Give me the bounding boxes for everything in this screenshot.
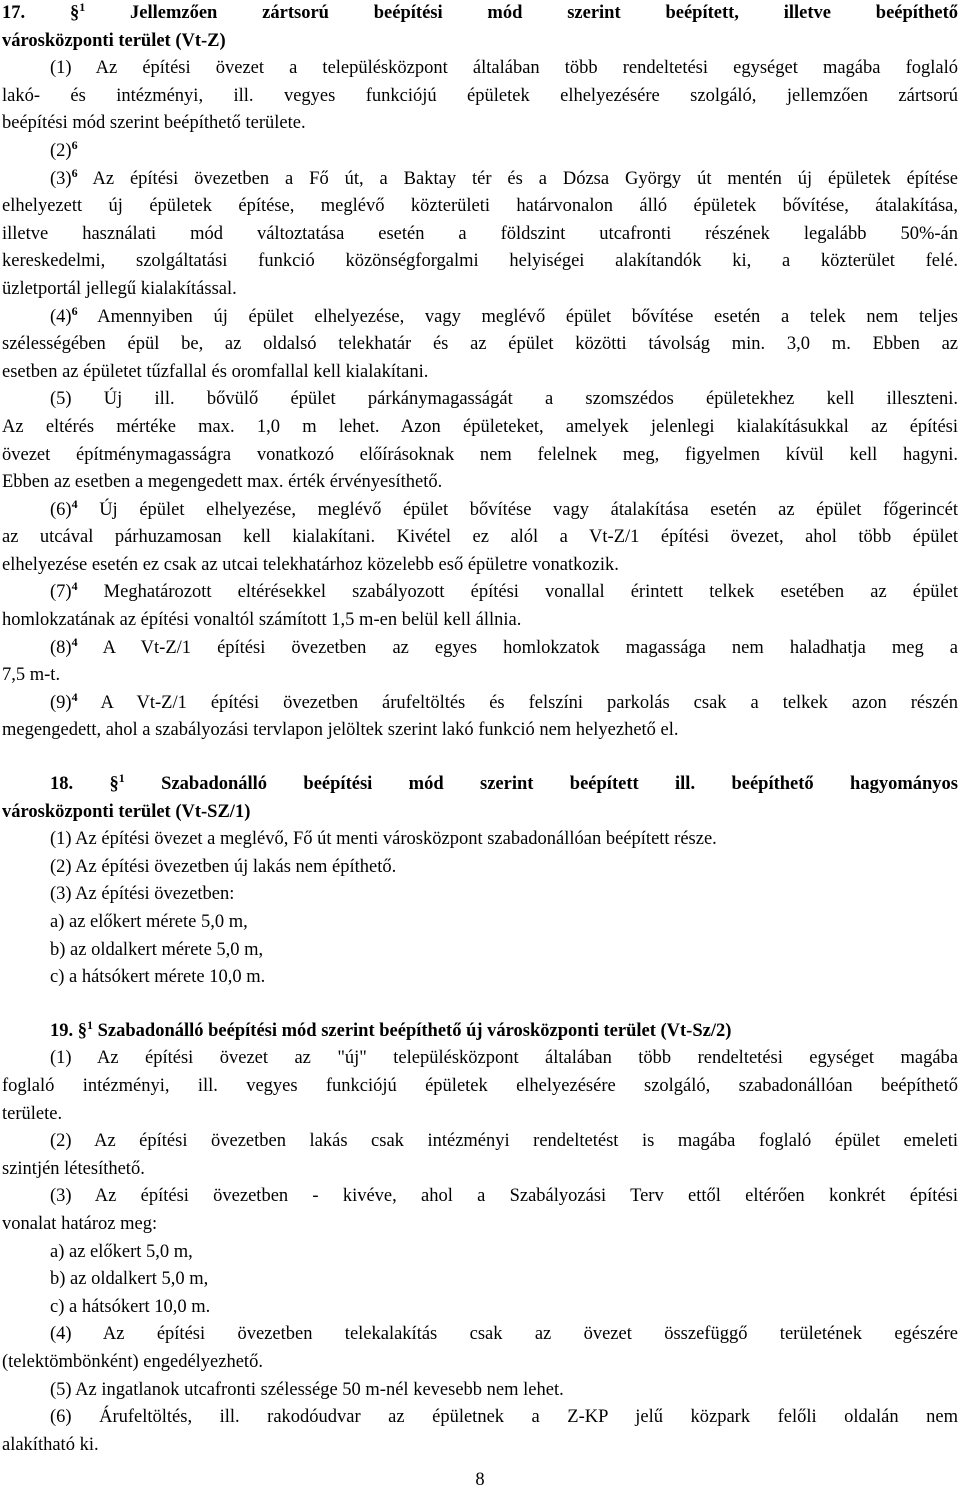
- section-heading: [2, 771, 958, 799]
- paragraph-line: [2, 1128, 958, 1156]
- line-text: lakó- és intézményi, ill. vegyes funkciójú épületek elhelyezésére szolgáló, jellemzően zártsorú: [2, 85, 958, 106]
- line-text: beépítési mód szerint beépíthető területe.: [2, 113, 306, 134]
- paragraph-line: [2, 662, 958, 690]
- document-page: [2, 0, 958, 1459]
- section-heading: [2, 1018, 958, 1046]
- line-text: c) a hátsókert mérete 10,0 m.: [50, 967, 266, 988]
- paragraph-line: [2, 1377, 958, 1405]
- line-text: (4) Az építési övezetben telekalakítás csak az övezet összefüggő területének egészére: [50, 1324, 958, 1345]
- paragraph-line: [2, 635, 958, 663]
- footnote-ref: 6: [71, 303, 78, 318]
- paragraph-line: [2, 1101, 958, 1129]
- paragraph-line: [2, 579, 958, 607]
- line-text: A Vt-Z/1 építési övezetben az egyes homlokzatok magassága nem haladhatja meg a: [77, 637, 958, 658]
- paragraph-line: [2, 469, 958, 497]
- line-text: szintjén létesíthető.: [2, 1158, 145, 1179]
- heading-text: §: [69, 3, 80, 23]
- line-text: b) az oldalkert 5,0 m,: [50, 1269, 209, 1290]
- line-text: Amennyiben új épület elhelyezése, vagy meglévő épület bővítése esetén a telek nem teljes: [77, 306, 958, 327]
- line-text: (2): [50, 140, 72, 161]
- paragraph-line: [2, 1349, 958, 1377]
- paragraph-line: [2, 1294, 958, 1322]
- line-text: Az eltérés mértéke max. 1,0 m lehet. Azon épületeket, amelyek jelenlegi kialakításukkal az építési: [2, 416, 958, 437]
- line-text: a) az előkert mérete 5,0 m,: [50, 912, 248, 932]
- paragraph-line: [2, 937, 958, 965]
- line-text: Új épület elhelyezése, meglévő épület bővítése vagy átalakítása esetén az épület főgerincét: [77, 499, 958, 520]
- paragraph-line: [2, 110, 958, 138]
- line-text: kereskedelmi, szolgáltatási funkció közönségforgalmi helyiségei alakítandók ki, a közterület felé.: [2, 251, 958, 272]
- paragraph-line: [2, 138, 958, 166]
- footnote-ref: 4: [71, 579, 78, 594]
- paragraph-line: [2, 55, 958, 83]
- paragraph-line: [2, 909, 958, 937]
- line-text: Meghatározott eltérésekkel szabályozott építési vonallal érintett telkek esetében az épület: [77, 582, 958, 603]
- heading-text: városközponti terület (Vt-SZ/1): [2, 801, 251, 822]
- line-text: c) a hátsókert 10,0 m.: [50, 1296, 211, 1317]
- page-number: 8: [475, 1470, 485, 1490]
- paragraph-line: [2, 276, 958, 304]
- line-text: illetve használati mód változtatása esetén a földszint utcafronti részének legalább 50%-án: [2, 223, 958, 244]
- line-text: elhelyezése esetén ez csak az utcai telekhatárhoz közelebb eső épületre vonatkozik.: [2, 554, 619, 575]
- paragraph-line: [2, 854, 958, 882]
- line-text: homlokzatának az építési vonaltól számított 1,5 m-en belül kell állnia.: [2, 610, 522, 631]
- line-text: Ebben az esetben a megengedett max. érték érvényesíthető.: [2, 472, 443, 493]
- paragraph-line: [2, 524, 958, 552]
- paragraph-line: [2, 690, 958, 718]
- paragraph-line: [2, 166, 958, 194]
- paragraph-line: [2, 359, 958, 387]
- paragraph-line: [2, 331, 958, 359]
- line-text: alakítható ki.: [2, 1434, 99, 1455]
- footnote-ref: 6: [71, 165, 78, 180]
- line-text: (1) Az építési övezet az "új" településközpont általában több rendeltetési egységet magába: [50, 1048, 958, 1069]
- paragraph-line: [2, 826, 958, 854]
- paragraph-line: [2, 442, 958, 470]
- paragraph-line: [2, 1073, 958, 1101]
- paragraph-line: [2, 1432, 958, 1460]
- paragraph-line: [2, 221, 958, 249]
- footnote-ref: 1: [118, 771, 125, 786]
- line-text: (5) Az ingatlanok utcafronti szélessége 50 m-nél kevesebb nem lehet.: [50, 1379, 564, 1400]
- section-gap: [2, 992, 958, 1018]
- line-text: az utcával párhuzamosan kell kialakítani. Kivétel ez alól a Vt-Z/1 építési övezet, ahol több épület: [2, 527, 958, 548]
- line-text: (6) Árufeltöltés, ill. rakodóudvar az épületnek a Z-KP jelű közpark felőli oldalán nem: [50, 1407, 958, 1428]
- paragraph-line: [2, 717, 958, 745]
- line-text: (5) Új ill. bővülő épület párkánymagasságát a szomszédos épületekhez kell illeszteni.: [50, 389, 958, 410]
- paragraph-line: [2, 248, 958, 276]
- section-2: [2, 771, 958, 992]
- heading-text: 17.: [2, 3, 70, 23]
- paragraph-line: [2, 1045, 958, 1073]
- line-text: (3): [50, 168, 72, 189]
- heading-text: §: [109, 774, 119, 795]
- heading-text: Szabadonálló beépítési mód szerint beépített ill. beépíthető hagyományos: [124, 774, 958, 795]
- section-gap: [2, 745, 958, 771]
- line-text: (1) Az építési övezet a településközpont általában több rendeltetési egységet magába foglaló: [50, 58, 958, 79]
- heading-text: Jellemzően zártsorú beépítési mód szerint beépített, illetve beépíthető: [85, 3, 958, 23]
- paragraph-line: [2, 386, 958, 414]
- footnote-ref: 4: [71, 634, 78, 649]
- footnote-ref: 4: [71, 689, 78, 704]
- paragraph-line: [2, 414, 958, 442]
- paragraph-line: [2, 1211, 958, 1239]
- line-text: üzletportál jellegű kialakítással.: [2, 278, 237, 299]
- paragraph-line: [2, 1266, 958, 1294]
- paragraph-line: [2, 304, 958, 332]
- footnote-ref: 1: [79, 0, 86, 14]
- paragraph-line: [2, 607, 958, 635]
- line-text: vonalat határoz meg:: [2, 1213, 158, 1234]
- line-text: területe.: [2, 1103, 63, 1124]
- line-text: (8): [50, 637, 72, 658]
- section-heading: [2, 799, 958, 827]
- heading-text: városközponti terület (Vt-Z): [2, 30, 226, 51]
- line-text: (4): [50, 306, 72, 327]
- paragraph-line: [2, 83, 958, 111]
- section-3: [2, 1018, 958, 1460]
- footnote-ref: 1: [87, 1017, 93, 1032]
- line-text: övezet építménymagasságra vonatkozó előírásoknak nem felelnek meg, figyelmen kívül kell hagyni.: [2, 444, 958, 465]
- paragraph-line: [2, 881, 958, 909]
- line-text: szélességében épül be, az oldalsó telekhatár és az épület közötti távolság min. 3,0 m. Ebben az: [2, 334, 958, 355]
- line-text: (9): [50, 692, 72, 713]
- line-text: 7,5 m-t.: [2, 665, 61, 686]
- paragraph-line: [2, 1404, 958, 1432]
- paragraph-line: [2, 1183, 958, 1211]
- heading-text: 18.: [50, 774, 110, 795]
- paragraph-line: [2, 1321, 958, 1349]
- line-text: (3) Az építési övezetben - kivéve, ahol a Szabályozási Terv ettől eltérően konkrét építési: [50, 1186, 958, 1207]
- line-text: A Vt-Z/1 építési övezetben árufeltöltés és felszíni parkolás csak a telkek azon részén: [77, 692, 958, 713]
- line-text: elhelyezett új épületek építése, meglévő közterületi határvonalon álló épületek bővítése, átalakítása,: [2, 196, 958, 217]
- line-text: (1) Az építési övezet a meglévő, Fő út menti városközpont szabadonállóan beépített része.: [50, 829, 717, 850]
- line-text: esetben az épületet tűzfallal és oromfallal kell kialakítani.: [2, 361, 429, 382]
- line-text: Az építési övezetben a Fő út, a Baktay tér és a Dózsa György út mentén új épületek építése: [77, 168, 958, 189]
- paragraph-line: [2, 964, 958, 992]
- footnote-ref: 6: [71, 137, 78, 152]
- paragraph-line: [2, 193, 958, 221]
- paragraph-line: [2, 1239, 958, 1267]
- paragraph-line: [2, 1156, 958, 1184]
- line-text: foglaló intézményi, ill. vegyes funkciójú épületek elhelyezésére szolgáló, szabadonállóan beépíthető: [2, 1075, 958, 1096]
- footnote-ref: 4: [71, 496, 78, 511]
- line-text: a) az előkert 5,0 m,: [50, 1241, 193, 1262]
- line-text: b) az oldalkert mérete 5,0 m,: [50, 939, 264, 960]
- line-text: (telektömbönként) engedélyezhető.: [2, 1351, 263, 1372]
- line-text: (2) Az építési övezetben lakás csak intézményi rendeltetést is magába foglaló épület emeleti: [50, 1131, 958, 1152]
- line-text: (2) Az építési övezetben új lakás nem építhető.: [50, 856, 397, 877]
- heading-text: §: [77, 1020, 87, 1041]
- section-heading: [2, 28, 958, 56]
- section-heading: [2, 0, 958, 28]
- heading-text: Szabadonálló beépítési mód szerint beépíthető új városközponti terület (Vt-Sz/2): [93, 1020, 732, 1041]
- paragraph-line: [2, 552, 958, 580]
- heading-text: 19.: [50, 1020, 78, 1041]
- line-text: (3) Az építési övezetben:: [50, 884, 235, 905]
- line-text: (6): [50, 499, 72, 520]
- line-text: (7): [50, 582, 72, 603]
- line-text: megengedett, ahol a szabályozási tervlapon jelöltek szerint lakó funkció nem helyezhető el.: [2, 720, 679, 741]
- paragraph-line: [2, 497, 958, 525]
- section-1: [2, 0, 958, 745]
